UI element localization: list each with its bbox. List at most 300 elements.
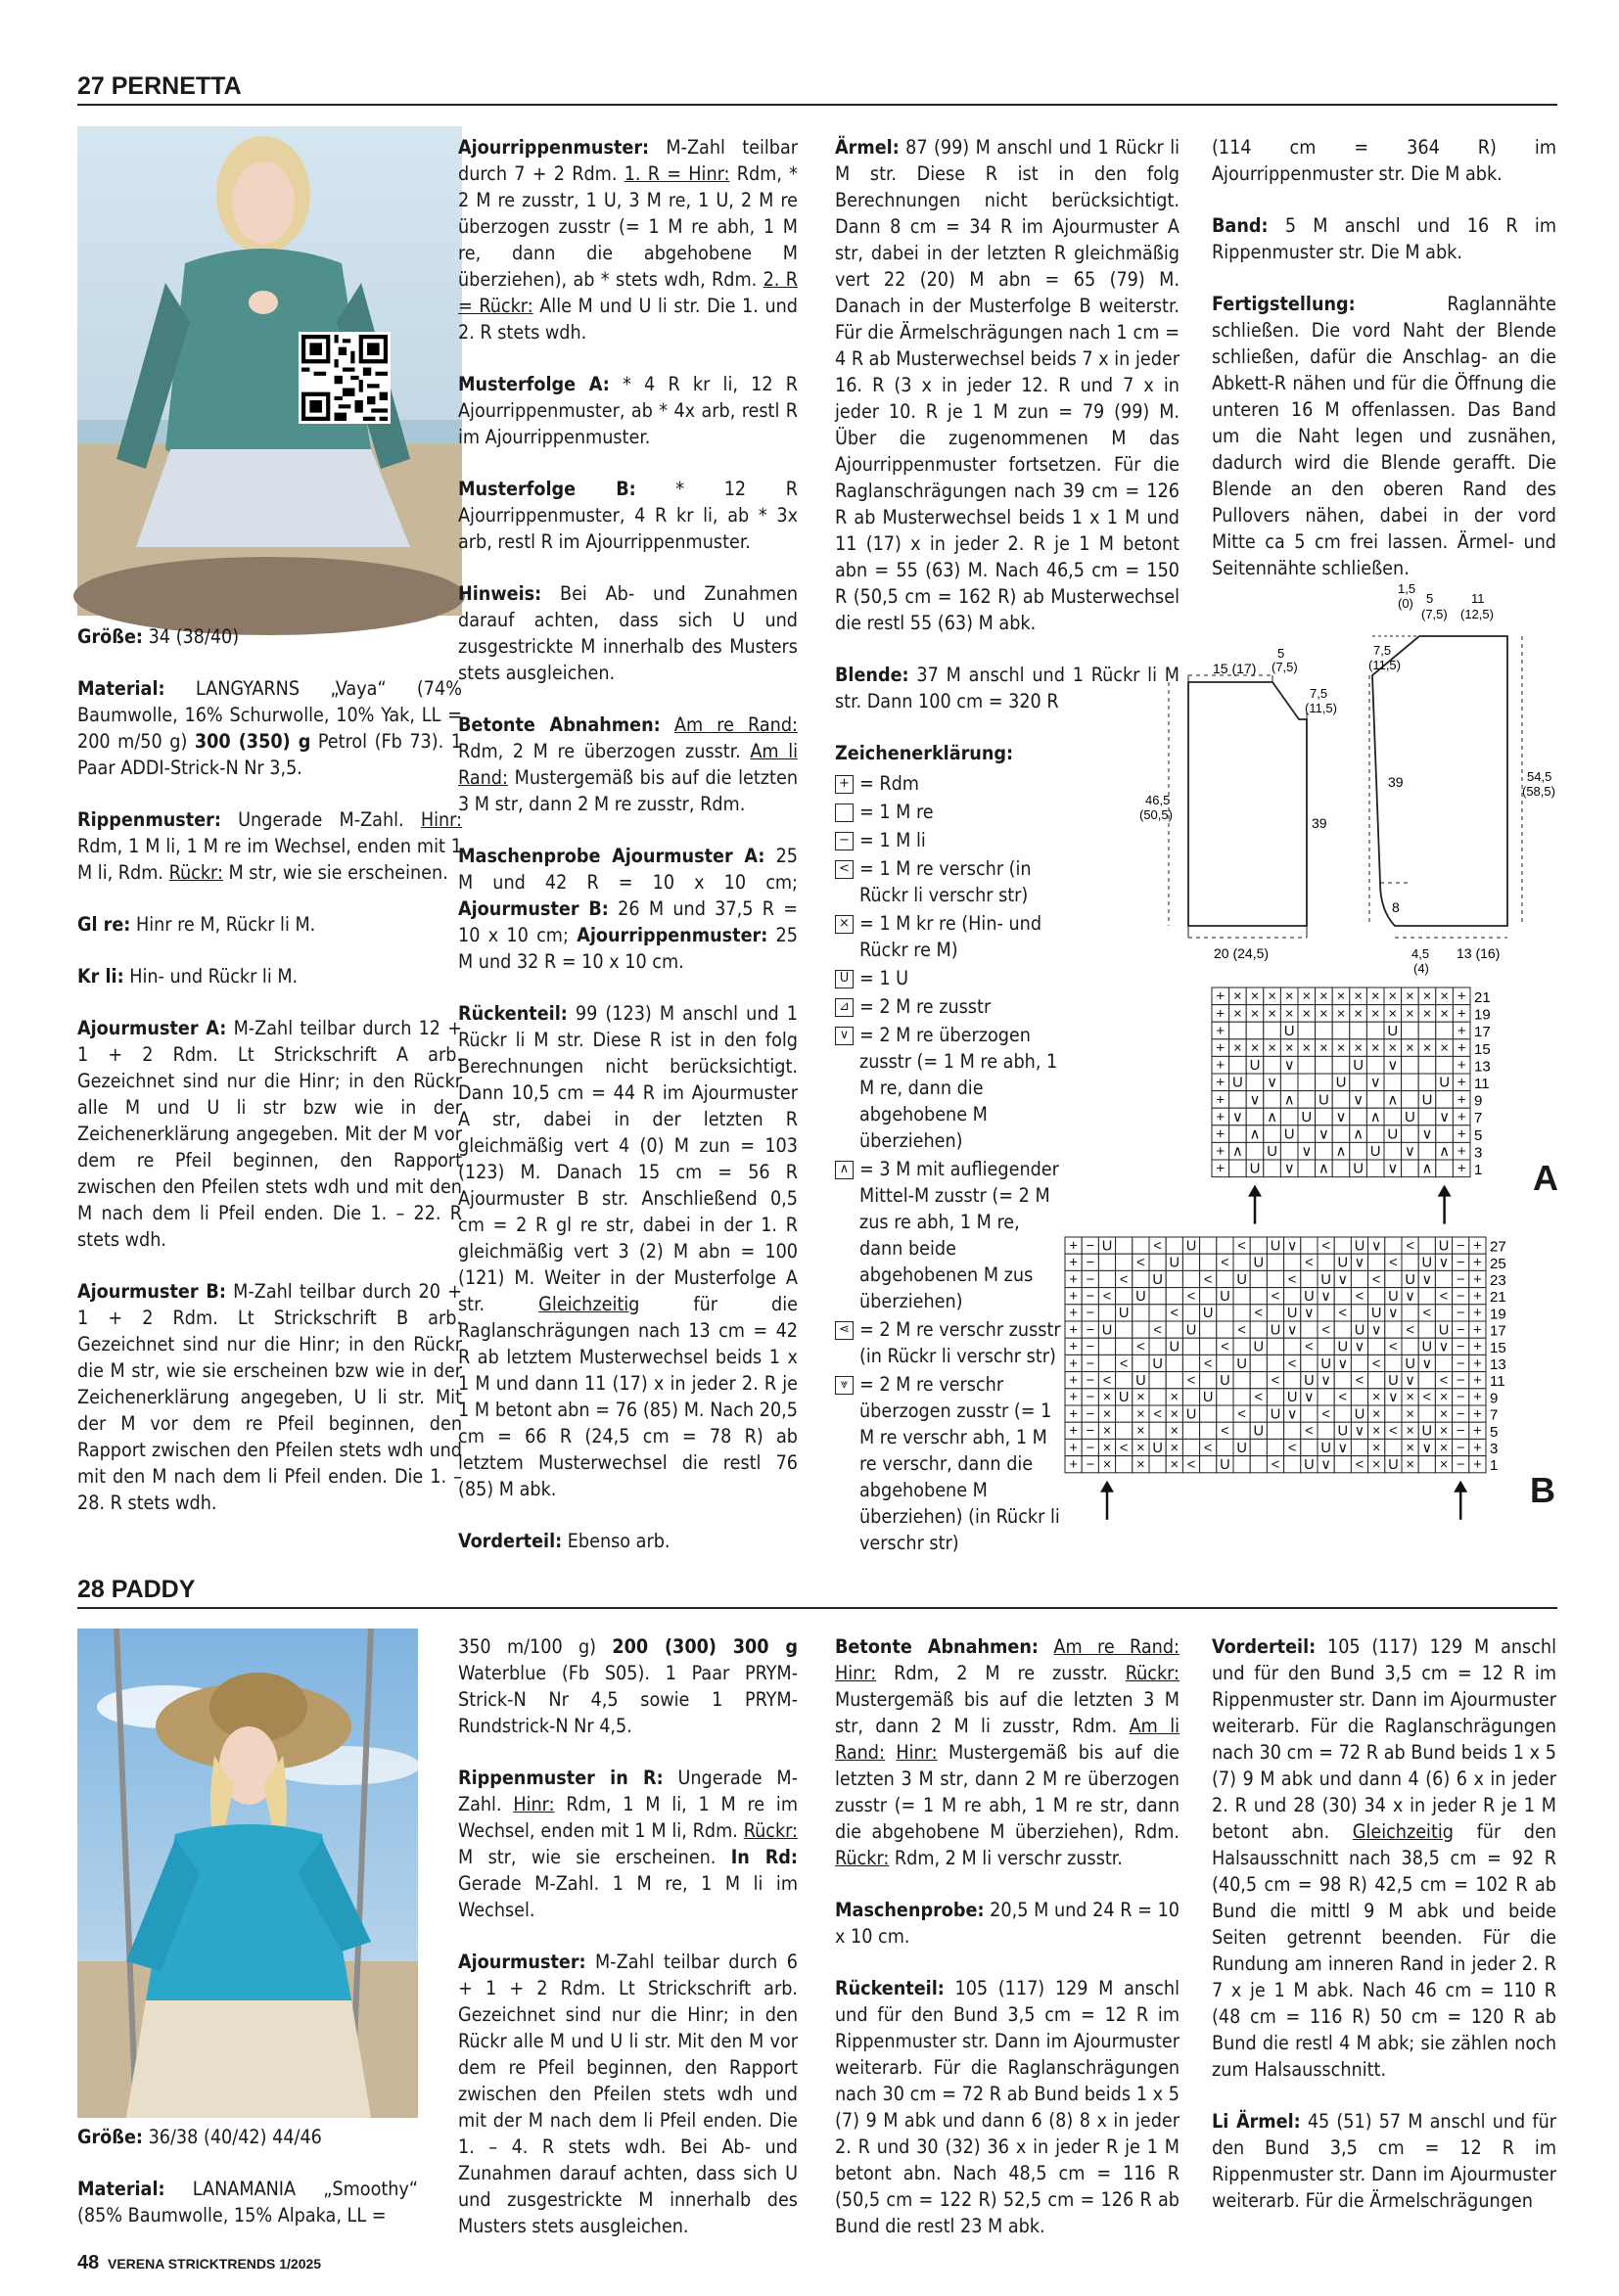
- chart-symbol: +: [1216, 1108, 1226, 1125]
- paddy-betonte-d: Rdm, 2 M li verschr zusstr.: [889, 1847, 1123, 1869]
- chart-cell: [1200, 1456, 1217, 1473]
- chart-symbol: <: [1221, 1339, 1229, 1355]
- chart-cell: [1418, 1372, 1435, 1389]
- label-material: Material:: [77, 677, 165, 700]
- chart-symbol: U: [1369, 1143, 1381, 1161]
- chart-cell: [1250, 1439, 1267, 1455]
- chart-cell: [1200, 1288, 1217, 1305]
- label-ajourmuster-b: Ajourmuster B:: [77, 1280, 226, 1303]
- paddy-label-betonte-abnahmen: Betonte Abnahmen:: [835, 1635, 1039, 1658]
- photo-paddy: [77, 1629, 418, 2118]
- chart-symbol: ×: [1284, 1039, 1294, 1057]
- chart-cell: [1233, 1372, 1250, 1389]
- chart-cell: [1149, 1305, 1166, 1321]
- chart-symbol: ×: [1371, 1423, 1381, 1440]
- chart-symbol: ∨: [1249, 1091, 1261, 1109]
- chart-symbol: <: [1221, 1255, 1229, 1271]
- chart-cell: [1217, 1439, 1233, 1455]
- chart-symbol: ×: [1102, 1423, 1112, 1440]
- chart-symbol: ×: [1284, 1005, 1294, 1023]
- gl-re-text: Hinr re M, Rückr li M.: [130, 913, 316, 936]
- paddy-rippen-hinr: Hinr:: [513, 1793, 555, 1815]
- chart-symbol: ∧: [1231, 1143, 1243, 1161]
- chart-symbol: ×: [1406, 1039, 1414, 1057]
- blende-text: 37 M anschl und 1 Rückr li M str. Dann 100 cm = 320 R: [835, 664, 1180, 712]
- chart-symbol: −: [1086, 1373, 1095, 1390]
- chart-cell: [1366, 1125, 1384, 1143]
- chart-cell: [1385, 1237, 1402, 1254]
- chart-cell: [1436, 1160, 1454, 1177]
- chart-symbol: ∧: [1283, 1091, 1295, 1109]
- chart-symbol: U: [1286, 1306, 1298, 1322]
- chart-symbol: ∨: [1318, 1125, 1329, 1143]
- chart-cell: [1284, 1338, 1301, 1355]
- chart-cell: [1246, 1022, 1264, 1039]
- chart-symbol: <: [1203, 1355, 1213, 1372]
- chart-symbol: U: [1101, 1238, 1113, 1255]
- chart-symbol: +: [1069, 1373, 1078, 1390]
- chart-cell: [1166, 1270, 1182, 1287]
- chart-cell: [1229, 1125, 1247, 1143]
- chart-cell: [1250, 1456, 1267, 1473]
- chart-symbol: +: [1069, 1423, 1078, 1440]
- chart-symbol: ×: [1440, 1005, 1449, 1023]
- chart-cell: [1318, 1422, 1334, 1439]
- chart-symbol: ×: [1370, 1039, 1380, 1057]
- rippen-text-c: M str, wie sie erscheinen.: [222, 861, 448, 884]
- chart-symbol: +: [1216, 1022, 1226, 1039]
- paddy-betonte-hinr2: Hinr:: [896, 1741, 938, 1764]
- chart-cell: [1217, 1321, 1233, 1338]
- body-schematic: [1169, 675, 1307, 938]
- chart-symbol: +: [1473, 1238, 1482, 1255]
- chart-symbol: <: [1338, 1390, 1348, 1406]
- chart-cell: [1233, 1254, 1250, 1270]
- chart-cell: [1366, 1022, 1384, 1039]
- chart-symbol: +: [1216, 987, 1226, 1005]
- chart-symbol: ∨: [1370, 1322, 1382, 1339]
- page-number: 48: [77, 2252, 100, 2273]
- chart-symbol: +: [1473, 1373, 1482, 1390]
- chart-cell: [1350, 1022, 1367, 1039]
- chart-symbol: U: [1185, 1322, 1197, 1339]
- chart-cell: [1182, 1338, 1199, 1355]
- chart-symbol: U: [1337, 1423, 1349, 1440]
- chart-cell: [1217, 1355, 1233, 1371]
- chart-cell: [1233, 1305, 1250, 1321]
- legend-symbol-icon: ⋖: [835, 1321, 854, 1340]
- chart-symbol: ×: [1136, 1457, 1145, 1474]
- chart-symbol: +: [1473, 1390, 1482, 1406]
- chart-symbol: −: [1086, 1255, 1095, 1271]
- chart-cell: [1246, 1142, 1264, 1160]
- rueckenteil-gleichzeitig: Gleichzeitig: [538, 1293, 640, 1315]
- chart-symbol: U: [1283, 1022, 1295, 1039]
- maschenprobe-text-c: 25 M und 32 R = 10 x 10 cm.: [458, 924, 798, 973]
- chart-cell: [1384, 1108, 1402, 1125]
- legend-item: [835, 799, 1062, 825]
- chart-symbol: ×: [1284, 987, 1294, 1005]
- chart-cell: [1200, 1237, 1217, 1254]
- chart-symbol: U: [1353, 1160, 1365, 1177]
- chart-symbol: <: [1287, 1271, 1297, 1288]
- chart-symbol: ∨: [1231, 1108, 1243, 1125]
- chart-symbol: <: [1371, 1355, 1381, 1372]
- chart-symbol: +: [1069, 1238, 1078, 1255]
- chart-symbol: <: [1221, 1423, 1229, 1440]
- chart-cell: [1166, 1321, 1182, 1338]
- chart-cell: [1316, 1142, 1333, 1160]
- chart-cell: [1267, 1305, 1283, 1321]
- legend-text: = 1 U: [859, 967, 909, 989]
- chart-symbol: ×: [1406, 1457, 1414, 1474]
- chart-symbol: +: [1069, 1339, 1078, 1355]
- legend-text: = 1 M re verschr (in Rückr li verschr str): [859, 857, 1032, 906]
- chart-symbol: ×: [1250, 987, 1260, 1005]
- chart-symbol: <: [1371, 1271, 1381, 1288]
- legend-item: [835, 1316, 1062, 1369]
- chart-symbol: <: [1119, 1355, 1129, 1372]
- chart-cell: [1402, 1305, 1418, 1321]
- musterfolge-a-text: * 4 R kr li, 12 R Ajourrippenmuster, ab * 4x arb, restl R im Ajourrippenmuster.: [458, 373, 798, 448]
- chart-symbol: ∨: [1335, 1108, 1347, 1125]
- chart-symbol: ∨: [1304, 1306, 1315, 1322]
- chart-symbol: ×: [1136, 1406, 1145, 1423]
- legend-item: [835, 855, 1062, 908]
- paddy-column-3: [835, 1633, 1180, 2265]
- chart-cell: [1418, 1022, 1436, 1039]
- chart-symbol: ∨: [1304, 1390, 1315, 1406]
- chart-cell: [1250, 1355, 1267, 1371]
- chart-cell: [1385, 1321, 1402, 1338]
- chart-symbol: +: [1457, 1074, 1466, 1091]
- chart-symbol: +: [1216, 1039, 1226, 1057]
- chart-b: [1065, 1237, 1535, 1552]
- maschenprobe-text-b: 26 M und 37,5 R = 10 x 10 cm;: [458, 897, 798, 946]
- chart-cell: [1182, 1389, 1199, 1405]
- chart-cell: [1332, 1125, 1350, 1143]
- sleeve-cuff-height: 8: [1392, 899, 1400, 915]
- qr-code-icon: [299, 332, 391, 424]
- paddy-rippen-b: Rdm, 1 M li, 1 M re im Wechsel, enden mit 1 M li, Rdm.: [458, 1793, 798, 1842]
- chart-symbol: <: [1102, 1373, 1112, 1390]
- label-fertigstellung: Fertigstellung:: [1212, 293, 1356, 315]
- legend-symbol-icon: +: [835, 775, 854, 794]
- chart-cell: [1366, 1160, 1384, 1177]
- paddy-label-groesse: Größe:: [77, 2126, 143, 2148]
- chart-symbol: <: [1186, 1289, 1196, 1306]
- chart-symbol: <: [1237, 1322, 1246, 1339]
- chart-symbol: <: [1305, 1423, 1314, 1440]
- chart-cell: [1368, 1338, 1385, 1355]
- chart-symbol: <: [1355, 1457, 1365, 1474]
- chart-cell: [1418, 1237, 1435, 1254]
- chart-symbol: −: [1456, 1255, 1465, 1271]
- chart-cell: [1402, 1056, 1419, 1074]
- chart-symbol: U: [1253, 1255, 1265, 1271]
- rippen-text-a: Ungerade M-Zahl.: [220, 808, 421, 831]
- chart-symbol: +: [1069, 1306, 1078, 1322]
- chart-cell: [1316, 1022, 1333, 1039]
- label-hinweis: Hinweis:: [458, 582, 542, 605]
- paddy-rippen-d: Gerade M-Zahl. 1 M re, 1 M li im Wechsel.: [458, 1872, 798, 1921]
- chart-cell: [1116, 1422, 1133, 1439]
- chart-row-label: 13: [1490, 1356, 1506, 1374]
- chart-symbol: −: [1086, 1355, 1095, 1372]
- chart-row-label: 21: [1474, 988, 1491, 1006]
- chart-symbol: U: [1337, 1255, 1349, 1271]
- chart-symbol: ∨: [1337, 1440, 1349, 1456]
- chart-a-grid: [1212, 987, 1535, 1255]
- chart-symbol: +: [1069, 1271, 1078, 1288]
- chart-symbol: ∨: [1370, 1238, 1382, 1255]
- chart-symbol: U: [1270, 1238, 1281, 1255]
- body-right-height: 39: [1312, 815, 1327, 831]
- chart-cell: [1116, 1405, 1133, 1422]
- paddy-vorderteil-b: für den Halsausschnitt nach 38,5 cm = 92 R (40,5 cm = 98 R) 42,5 cm = 102 R ab Bund die mittl 9 M abk und beide Seiten getrennt beenden. Für die Rundung am inneren Rand in jeder 2. R 7 x je 1 M abk. Nach 46 cm = 110 R (48 cm = 116 R) 50 cm = 120 R ab Bund die restl 4 M abk; sie zählen noch zum Halsausschnitt.: [1212, 1820, 1556, 2081]
- chart-symbol: U: [1405, 1355, 1415, 1372]
- chart-symbol: +: [1069, 1289, 1078, 1306]
- chart-b-label: B: [1530, 1470, 1555, 1510]
- chart-symbol: −: [1086, 1306, 1095, 1322]
- rueckenteil-text-b: für die Raglanschrägungen nach 13 cm = 42 R ab letztem Musterwechsel beids 1 x 1 M und dann 11 (17) x in jeder 2. R je 1 M betont abn = 76 (85) M. Nach 20,5 cm = 66 R (24,5 cm = 78 R) ab letztem Musterwechsel die restl 76 (85) M abk.: [458, 1293, 798, 1500]
- chart-symbol: <: [1136, 1339, 1145, 1355]
- chart-symbol: ×: [1170, 1423, 1180, 1440]
- chart-symbol: +: [1069, 1390, 1078, 1406]
- chart-symbol: <: [1406, 1322, 1414, 1339]
- chart-symbol: U: [1118, 1306, 1130, 1322]
- chart-symbol: <: [1170, 1306, 1180, 1322]
- label-musterfolge-b: Musterfolge B:: [458, 478, 636, 500]
- chart-cell: [1233, 1338, 1250, 1355]
- legend-item: [835, 910, 1062, 963]
- chart-cell: [1402, 1160, 1419, 1177]
- chart-symbol: <: [1254, 1306, 1264, 1322]
- pernetta-column-2: [458, 134, 798, 1580]
- paddy-betonte-am-li-rand: Am li Rand:: [835, 1715, 1180, 1764]
- chart-symbol: ∨: [1354, 1423, 1365, 1440]
- chart-symbol: ×: [1102, 1390, 1112, 1406]
- paddy-ajourmuster-text: M-Zahl teilbar durch 6 + 1 + 2 Rdm. Lt Strickschrift arb. Gezeichnet sind nur die Hinr; in den Rückr alle M und U li str. Mit den M vor dem re Pfeil beginnen, den Rapport zwischen den Pfeilen stets wdh und mit der M nach dem li Pfeil enden. Die 1. – 4. R stets wdh. Bei Ab- und Zunahmen darauf achten, dass sich U und zusgestrickte M innerhalb des Musters stets ausgleichen.: [458, 1951, 798, 2237]
- chart-symbol: −: [1086, 1339, 1095, 1355]
- chart-cell: [1217, 1389, 1233, 1405]
- chart-symbol: ×: [1371, 1457, 1381, 1474]
- label-rueckenteil: Rückenteil:: [458, 1002, 568, 1025]
- chart-cell: [1149, 1288, 1166, 1305]
- chart-symbol: U: [1249, 1057, 1261, 1075]
- chart-symbol: ∧: [1267, 1108, 1278, 1125]
- chart-cell: [1133, 1321, 1149, 1338]
- sleeve-top2: 5: [1426, 591, 1434, 606]
- chart-symbol: U: [1220, 1373, 1230, 1390]
- chart-cell: [1418, 1108, 1436, 1125]
- chart-symbol: ×: [1354, 1039, 1363, 1057]
- chart-cell: [1418, 1321, 1435, 1338]
- paddy-rippen-rd: In Rd:: [730, 1846, 798, 1868]
- ajourrippen-r2: 2. R = Rückr:: [458, 268, 798, 317]
- chart-symbol: ∨: [1353, 1091, 1365, 1109]
- paddy-rippen-c: M str, wie sie erscheinen.: [458, 1846, 731, 1868]
- chart-symbol: −: [1086, 1289, 1095, 1306]
- chart-symbol: U: [1286, 1390, 1298, 1406]
- chart-symbol: +: [1069, 1406, 1078, 1423]
- sleeve-bottom2: 13 (16): [1457, 945, 1501, 961]
- chart-cell: [1217, 1270, 1233, 1287]
- chart-cell: [1229, 1091, 1247, 1109]
- chart-symbol: ×: [1371, 1390, 1381, 1406]
- chart-cell: [1267, 1422, 1283, 1439]
- chart-cell: [1301, 1405, 1318, 1422]
- chart-symbol: U: [1320, 1271, 1331, 1288]
- paddy-material-text: LANAMANIA „Smoothy“ (85% Baumwolle, 15% Alpaka, LL =: [77, 2178, 418, 2227]
- chart-symbol: U: [1438, 1322, 1450, 1339]
- chart-cell: [1267, 1355, 1283, 1371]
- chart-symbol: −: [1456, 1289, 1465, 1306]
- chart-cell: [1301, 1439, 1318, 1455]
- chart-symbol: ∨: [1369, 1074, 1381, 1091]
- arrow-up-icon: [1438, 1185, 1452, 1197]
- sleeve-rag: 7,5: [1373, 643, 1392, 658]
- chart-symbol: ×: [1406, 1390, 1414, 1406]
- chart-symbol: <: [1119, 1440, 1129, 1456]
- legend-item: [835, 1022, 1062, 1154]
- label-blende: Blende:: [835, 664, 909, 686]
- sleeve-top3: 11: [1471, 591, 1485, 606]
- chart-symbol: −: [1456, 1423, 1465, 1440]
- chart-cell: [1116, 1237, 1133, 1254]
- chart-symbol: ∨: [1286, 1406, 1298, 1423]
- legend-text: = 2 M re überzogen zusstr (= 1 M re abh, 1 M re, dann die abgehobene M überziehen): [859, 1024, 1058, 1152]
- chart-symbol: <: [1186, 1457, 1196, 1474]
- chart-symbol: ×: [1268, 1005, 1276, 1023]
- chart-symbol: ∧: [1439, 1143, 1451, 1161]
- chart-cell: [1301, 1237, 1318, 1254]
- chart-cell: [1436, 1056, 1454, 1074]
- chart-symbol: U: [1354, 1406, 1365, 1423]
- chart-symbol: ×: [1370, 987, 1380, 1005]
- chart-symbol: ×: [1102, 1440, 1112, 1456]
- chart-symbol: ∨: [1387, 1057, 1399, 1075]
- chart-symbol: ×: [1233, 1039, 1242, 1057]
- ajourrippen-text-c: Alle M und U li str. Die 1. und 2. R stets wdh.: [458, 295, 798, 344]
- chart-row-label: 7: [1474, 1110, 1483, 1127]
- aermel-text: 87 (99) M anschl und 1 Rückr li M str. Diese R ist in den folg Berechnungen nicht berücksichtigt. Dann 8 cm = 34 R im Ajourmuster A str, dabei in der letzten R gleichmäßig vert 22 (20) M abn = 65 (79) M. Danach in der Musterfolge B weiterstr. Für die Ärmelschrägungen nach 1 cm = 4 R ab Musterwechsel beids 7 x in jeder 16. R (3 x in jeder 12. R und 7 x in jeder 10. R je 1 M zun = 79 (99) M. Über die zugenommenen M das Ajourrippenmuster fortsetzen. Für die Raglanschrägungen nach 39 cm = 126 R ab Musterwechsel beids 1 x 1 M und 11 (17) x in jeder 2. R je 1 M betont abn = 55 (63) M. Nach 46,5 cm = 150 R (50,5 cm = 162 R) ab Musterwechsel die restl 55 (63) M abk.: [835, 136, 1180, 634]
- label-band: Band:: [1212, 214, 1269, 237]
- chart-cell: [1229, 1056, 1247, 1074]
- chart-symbol: ∨: [1421, 1355, 1433, 1372]
- chart-row-label: 19: [1490, 1306, 1506, 1323]
- chart-symbol: ×: [1319, 1005, 1328, 1023]
- chart-symbol: <: [1422, 1390, 1432, 1406]
- chart-cell: [1229, 1022, 1247, 1039]
- chart-symbol: +: [1216, 1160, 1226, 1177]
- chart-symbol: ×: [1302, 987, 1312, 1005]
- chart-symbol: U: [1249, 1160, 1261, 1177]
- chart-cell: [1318, 1254, 1334, 1270]
- legend-item: [835, 1371, 1062, 1556]
- chart-symbol: U: [1439, 1074, 1451, 1091]
- chart-symbol: −: [1456, 1457, 1465, 1474]
- chart-symbol: +: [1457, 1160, 1466, 1177]
- chart-symbol: <: [1237, 1238, 1246, 1255]
- paddy-vorderteil-gleichzeitig: Gleichzeitig: [1352, 1820, 1454, 1843]
- chart-symbol: <: [1389, 1255, 1398, 1271]
- label-groesse: Größe:: [77, 625, 143, 648]
- chart-symbol: U: [1388, 1373, 1399, 1390]
- chart-cell: [1418, 1405, 1435, 1422]
- chart-cell: [1384, 1142, 1402, 1160]
- chart-symbol: +: [1473, 1440, 1482, 1456]
- paddy-li-aermel-text: 45 (51) 57 M anschl und für den Bund 3,5 cm = 12 R im Rippenmuster str. Dann im Ajourmuster weiterarb. Für die Ärmelschrägungen: [1212, 2110, 1556, 2212]
- chart-cell: [1116, 1321, 1133, 1338]
- chart-symbol: ×: [1422, 1005, 1432, 1023]
- chart-symbol: U: [1101, 1322, 1113, 1339]
- chart-cell: [1332, 1022, 1350, 1039]
- chart-symbol: ∨: [1405, 1373, 1415, 1390]
- chart-cell: [1301, 1270, 1318, 1287]
- chart-symbol: +: [1216, 1005, 1226, 1023]
- chart-symbol: −: [1456, 1355, 1465, 1372]
- chart-cell: [1250, 1237, 1267, 1254]
- chart-cell: [1366, 1091, 1384, 1109]
- chart-symbol: +: [1473, 1322, 1482, 1339]
- chart-symbol: U: [1270, 1322, 1281, 1339]
- legend-item: [835, 993, 1062, 1020]
- body-side-a2: (7,5): [1272, 660, 1298, 674]
- chart-symbol: <: [1389, 1423, 1398, 1440]
- chart-cell: [1284, 1456, 1301, 1473]
- chart-symbol: <: [1153, 1322, 1162, 1339]
- chart-cell: [1316, 1108, 1333, 1125]
- chart-cell: [1301, 1355, 1318, 1371]
- chart-symbol: U: [1318, 1091, 1329, 1109]
- chart-cell: [1334, 1288, 1351, 1305]
- legend-symbol-icon: −: [835, 832, 854, 850]
- chart-cell: [1351, 1389, 1367, 1405]
- paddy-label-li-aermel: Li Ärmel:: [1212, 2110, 1301, 2133]
- chart-symbol: ∧: [1335, 1143, 1347, 1161]
- chart-symbol: −: [1086, 1406, 1095, 1423]
- chart-symbol: U: [1335, 1074, 1347, 1091]
- chart-row-label: 27: [1490, 1238, 1506, 1256]
- chart-symbol: ×: [1370, 1005, 1380, 1023]
- chart-symbol: <: [1406, 1238, 1414, 1255]
- chart-symbol: <: [1271, 1373, 1280, 1390]
- legend-symbol-icon: <: [835, 860, 854, 879]
- chart-symbol: ∨: [1267, 1074, 1278, 1091]
- chart-cell: [1435, 1355, 1452, 1371]
- rueckenteil-text-a: 99 (123) M anschl und 1 Rückr li M str. Diese R ist in den folg Berechnungen nicht berücksichtigt. Dann 10,5 cm = 44 R im Ajourmuster A str, dabei in der letzten R gleichmäßig vert 4 (0) M zun = 103 (123) M. Danach 15 cm = 56 R Ajourmuster B str. Anschließend 0,5 cm = 2 R gl re str, dabei in der 1. R gleichmäßig vert 3 (2) M abn = 100 (121) M. Weiter in der Musterfolge A str.: [458, 1002, 798, 1315]
- material-tail: Petrol (Fb 73). 1 Paar ADDI-Strick-N Nr 3,5.: [77, 730, 462, 779]
- chart-symbol: <: [1305, 1339, 1314, 1355]
- chart-symbol: U: [1301, 1108, 1313, 1125]
- chart-row-label: 9: [1490, 1390, 1499, 1407]
- chart-symbol: ∧: [1387, 1091, 1399, 1109]
- chart-symbol: ×: [1102, 1457, 1112, 1474]
- chart-symbol: U: [1337, 1339, 1349, 1355]
- sleeve-bottom1: 4,5: [1411, 946, 1430, 961]
- chart-cell: [1284, 1288, 1301, 1305]
- chart-symbol: +: [1457, 1005, 1466, 1023]
- chart-symbol: ×: [1439, 1423, 1449, 1440]
- chart-symbol: U: [1320, 1440, 1331, 1456]
- label-gl-re: Gl re:: [77, 913, 131, 936]
- material-text: LANGYARNS „Vaya“ (74% Baumwolle, 16% Schurwolle, 10% Yak, LL = 200 m/50 g): [77, 677, 462, 753]
- paddy-material-amount: 200 (300) 300 g: [612, 1635, 798, 1658]
- chart-row-label: 5: [1474, 1126, 1483, 1144]
- photo-pernetta: [77, 126, 462, 616]
- chart-symbol: −: [1086, 1440, 1095, 1456]
